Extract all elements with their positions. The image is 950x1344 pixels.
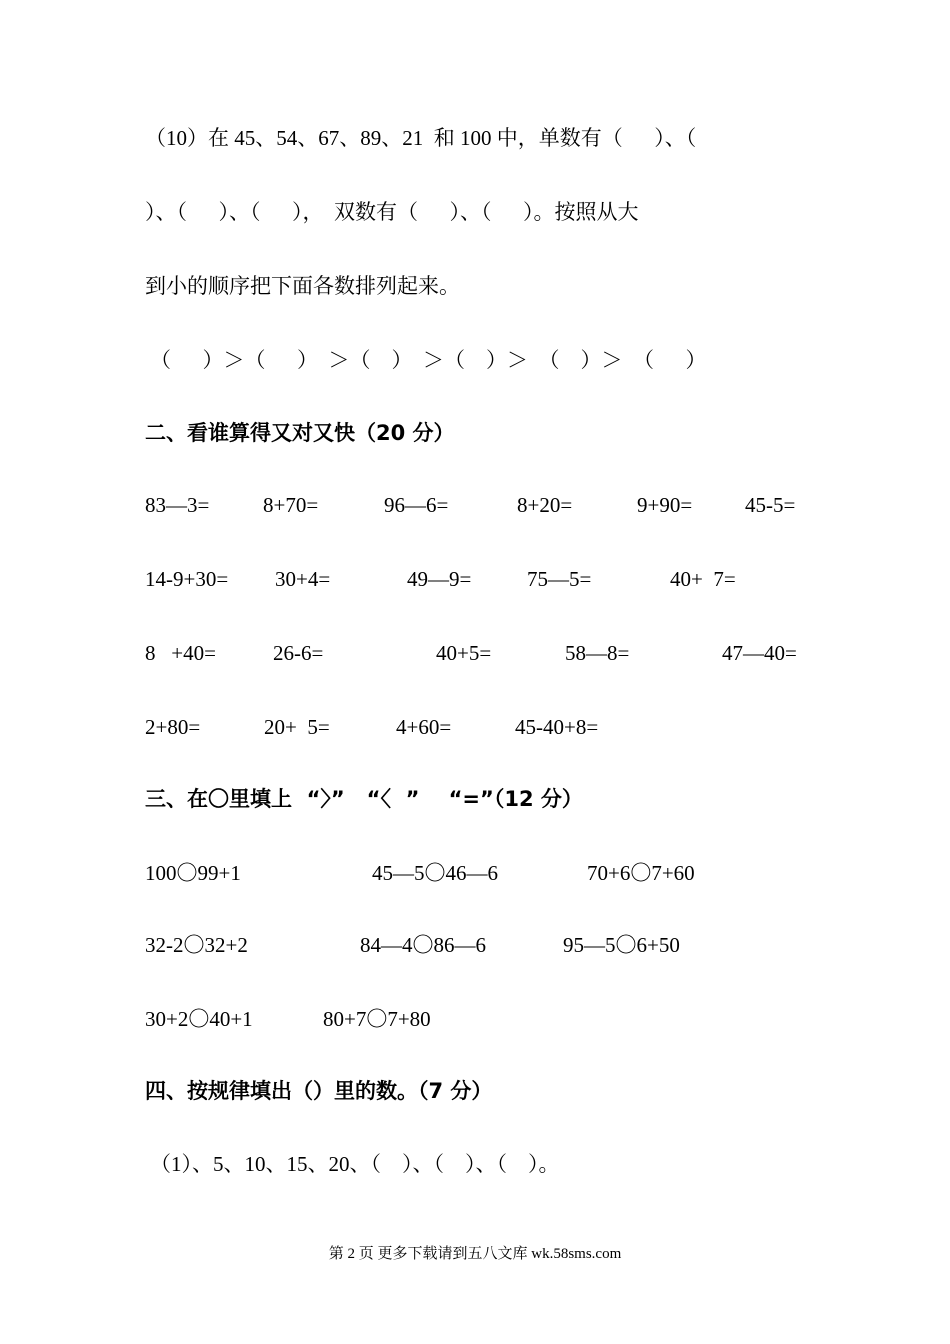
section-3-title: 三、在〇里填上 “〉” “〈 ” “=”（12 分） (145, 787, 583, 811)
arithmetic-item: 4+60= (396, 715, 452, 739)
q10-line-1: （10）在 45、54、67、89、21 和 100 中，单数有（ ）、（ (145, 126, 697, 150)
comparison-item: 84—4〇86—6 (360, 933, 486, 957)
arithmetic-item: 47—40= (722, 641, 797, 665)
pattern-item-1: （1）、5、10、15、20、（ ）、（ ）、（ ）。 (150, 1152, 560, 1176)
q10-line-2: ）、（ ）、（ ）， 双数有（ ）、（ ）。按照从大 (145, 200, 639, 224)
arithmetic-item: 20+ 5= (264, 715, 330, 739)
comparison-item: 45—5〇46—6 (372, 861, 498, 885)
arithmetic-item: 40+ 7= (670, 567, 736, 591)
arithmetic-item: 40+5= (436, 641, 492, 665)
arithmetic-item: 30+4= (275, 567, 331, 591)
arithmetic-item: 26-6= (273, 641, 324, 665)
arithmetic-item: 14-9+30= (145, 567, 229, 591)
arithmetic-item: 75—5= (527, 567, 592, 591)
comparison-item: 80+7〇7+80 (323, 1007, 431, 1031)
arithmetic-item: 45-5= (745, 493, 796, 517)
section-4-title: 四、按规律填出（）里的数。（7 分） (145, 1079, 493, 1103)
section-2-title: 二、看谁算得又对又快（20 分） (145, 421, 455, 445)
arithmetic-item: 96—6= (384, 493, 449, 517)
comparison-item: 30+2〇40+1 (145, 1007, 253, 1031)
arithmetic-item: 9+90= (637, 493, 693, 517)
arithmetic-item: 8+70= (263, 493, 319, 517)
page-footer: 第 2 页 更多下载请到五八文库 wk.58sms.com (328, 1246, 622, 1262)
arithmetic-item: 45-40+8= (515, 715, 599, 739)
comparison-item: 100〇99+1 (145, 861, 241, 885)
comparison-item: 70+6〇7+60 (587, 861, 695, 885)
arithmetic-item: 8+20= (517, 493, 573, 517)
arithmetic-item: 2+80= (145, 715, 201, 739)
q10-line-3: 到小的顺序把下面各数排列起来。 (145, 274, 460, 298)
arithmetic-item: 49—9= (407, 567, 472, 591)
arithmetic-item: 58—8= (565, 641, 630, 665)
arithmetic-item: 83—3= (145, 493, 210, 517)
q10-ordering-line: （ ）＞（ ） ＞（ ） ＞（ ）＞ （ ）＞ （ ） (150, 348, 707, 372)
comparison-item: 32-2〇32+2 (145, 933, 248, 957)
comparison-item: 95—5〇6+50 (563, 933, 680, 957)
arithmetic-item: 8 +40= (145, 641, 216, 665)
